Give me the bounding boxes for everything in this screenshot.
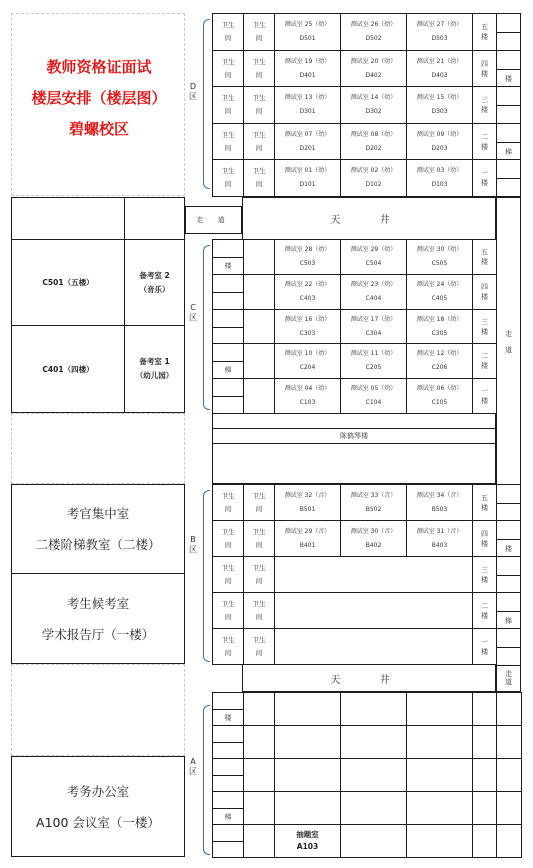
exam-room-c-5-2: 测试室 29（幼） C504 bbox=[340, 239, 407, 275]
floor-label-c-2: 二 楼 bbox=[472, 343, 497, 379]
prep-room-1: 备考室 1 （幼儿园） bbox=[124, 325, 185, 413]
exam-room-c-3-2: 测试室 17（幼） C304 bbox=[340, 309, 407, 345]
exam-room-c-1-2: 测试室 05（幼） C104 bbox=[340, 378, 407, 414]
c-side-bottom-5: 楼 bbox=[212, 257, 244, 275]
draw-room-a103: 抽题室 A103 bbox=[274, 824, 341, 858]
annex-b-bottom-4: 楼 bbox=[496, 539, 521, 558]
floor-label-d-3: 三 楼 bbox=[472, 86, 497, 124]
floor-label-c-5: 五 楼 bbox=[472, 239, 497, 275]
exam-room-d-1-1: 测试室 01（幼） D101 bbox=[274, 159, 341, 197]
annex-b-top-4 bbox=[496, 520, 521, 540]
left-gap-dashed-2 bbox=[11, 664, 185, 756]
b-empty-2 bbox=[274, 592, 473, 629]
toilet-d-b-5: 卫生 间 bbox=[243, 13, 275, 51]
a-side-top-5 bbox=[212, 824, 244, 842]
a-side-bottom-3 bbox=[212, 775, 244, 792]
annex-d-bottom-3 bbox=[496, 105, 521, 124]
c-side-bottom-1 bbox=[212, 396, 244, 414]
exam-room-c-5-1: 测试室 28（幼） C503 bbox=[274, 239, 341, 275]
title-line-2: 楼层安排（楼层图） bbox=[31, 89, 167, 107]
toilet-d-1: 卫生 间 bbox=[212, 159, 244, 197]
corridor-right: 走 道 bbox=[496, 197, 521, 486]
toilet-b-b-2: 卫生 间 bbox=[243, 592, 275, 629]
exam-room-c-1-3: 测试室 06（幼） C105 bbox=[406, 378, 473, 414]
zone-d-label: D 区 bbox=[189, 82, 197, 101]
a-side-top-3 bbox=[212, 758, 244, 776]
exam-room-d-2-3: 测试室 09（幼） D203 bbox=[406, 123, 473, 161]
toilet-d-4: 卫生 间 bbox=[212, 50, 244, 88]
exam-room-c-3-3: 测试室 18（幼） C305 bbox=[406, 309, 473, 345]
toilet-b-2: 卫生 间 bbox=[212, 592, 244, 629]
annex-d-top-4 bbox=[496, 50, 521, 70]
c-side-bottom-4 bbox=[212, 292, 244, 310]
title-panel bbox=[11, 13, 185, 196]
floor-label-b-2: 二 楼 bbox=[472, 592, 497, 629]
exam-room-c-1-1: 测试室 04（幼） C103 bbox=[274, 378, 341, 414]
annex-b-top-5 bbox=[496, 484, 521, 504]
a-cell-1-2 bbox=[274, 692, 341, 726]
a-side-bottom-2 bbox=[212, 742, 244, 759]
a-cell-3-5 bbox=[472, 758, 497, 792]
a-cell-2-3 bbox=[340, 725, 407, 759]
left-blank-1 bbox=[11, 197, 125, 240]
a-cell-3-1 bbox=[243, 758, 275, 792]
b-empty-3 bbox=[274, 556, 473, 593]
c-blank-4 bbox=[243, 274, 275, 310]
floor-label-d-4: 四 楼 bbox=[472, 50, 497, 88]
annex-b-top-3 bbox=[496, 556, 521, 576]
gap-row-1 bbox=[212, 413, 496, 429]
annex-b-bottom-2: 梯 bbox=[496, 611, 521, 630]
zone-c-label: C 区 bbox=[189, 303, 197, 322]
toilet-d-3: 卫生 间 bbox=[212, 86, 244, 124]
a-cell-3-2 bbox=[274, 758, 341, 792]
c-blank-3 bbox=[243, 309, 275, 345]
candidate-waiting-room: 考生候考室 学术报告厅（一楼） bbox=[11, 573, 185, 664]
annex-d-top-2 bbox=[496, 123, 521, 143]
a-side-top-2 bbox=[212, 725, 244, 743]
exam-room-d-5-3: 测试室 27（幼） D503 bbox=[406, 13, 473, 51]
atrium-top: 天 井 bbox=[242, 197, 496, 240]
exam-room-d-3-2: 测试室 14（幼） D302 bbox=[340, 86, 407, 124]
floor-label-d-5: 五 楼 bbox=[472, 13, 497, 51]
toilet-d-b-4: 卫生 间 bbox=[243, 50, 275, 88]
annex-d-bottom-1 bbox=[496, 178, 521, 197]
toilet-b-b-3: 卫生 间 bbox=[243, 556, 275, 593]
a-cell-3-4 bbox=[406, 758, 473, 792]
c-side-top-1 bbox=[212, 378, 244, 397]
a-cell-2-4 bbox=[406, 725, 473, 759]
toilet-b-5: 卫生 间 bbox=[212, 484, 244, 521]
exam-room-c-2-3: 测试室 12（幼） C206 bbox=[406, 343, 473, 379]
annex-b-top-1 bbox=[496, 628, 521, 648]
left-blank-2 bbox=[124, 197, 185, 240]
floor-label-c-1: 一 楼 bbox=[472, 378, 497, 414]
toilet-b-3: 卫生 间 bbox=[212, 556, 244, 593]
a-side-bottom-4: 梯 bbox=[212, 808, 244, 825]
toilet-d-b-1: 卫生 间 bbox=[243, 159, 275, 197]
floor-label-b-4: 四 楼 bbox=[472, 520, 497, 557]
exam-room-d-2-2: 测试室 08（幼） D202 bbox=[340, 123, 407, 161]
exam-room-c-3-1: 测试室 16（幼） C303 bbox=[274, 309, 341, 345]
annex-d-top-1 bbox=[496, 159, 521, 179]
c-blank-1 bbox=[243, 378, 275, 414]
annex-d-top-5 bbox=[496, 13, 521, 33]
a-cell-5-4 bbox=[406, 824, 473, 858]
exam-room-b-4-1: 测试室 29（音） B401 bbox=[274, 520, 341, 557]
a-cell-1-6 bbox=[496, 692, 522, 726]
a-cell-1-5 bbox=[472, 692, 497, 726]
left-gap-dashed bbox=[11, 413, 185, 484]
annex-b-top-2 bbox=[496, 592, 521, 612]
zone-c-brace bbox=[203, 245, 210, 410]
piano-building: 陈鹤琴楼 bbox=[212, 428, 496, 444]
atrium-bottom: 天 井 bbox=[242, 664, 496, 692]
a-side-top-4 bbox=[212, 791, 244, 809]
zone-d-brace bbox=[203, 19, 210, 189]
a-cell-2-2 bbox=[274, 725, 341, 759]
a-cell-3-6 bbox=[496, 758, 522, 792]
a-side-top-1 bbox=[212, 692, 244, 710]
zone-b-label: B 区 bbox=[189, 535, 197, 554]
title-line-1: 教师资格证面试 bbox=[46, 58, 152, 76]
zone-a-label: A 区 bbox=[189, 757, 197, 776]
room-c401: C401（四楼） bbox=[11, 325, 125, 413]
a-cell-2-5 bbox=[472, 725, 497, 759]
exam-room-b-5-2: 测试室 33（音） B502 bbox=[340, 484, 407, 521]
room-c501: C501（五楼） bbox=[11, 239, 125, 326]
exam-room-b-5-1: 测试室 32（音） B501 bbox=[274, 484, 341, 521]
a-side-bottom-1: 楼 bbox=[212, 709, 244, 726]
a-cell-3-3 bbox=[340, 758, 407, 792]
annex-d-bottom-4: 楼 bbox=[496, 69, 521, 88]
c-side-top-2 bbox=[212, 343, 244, 362]
toilet-d-b-3: 卫生 间 bbox=[243, 86, 275, 124]
exam-room-b-4-3: 测试室 31（音） B403 bbox=[406, 520, 473, 557]
exam-room-c-4-1: 测试室 22（幼） C403 bbox=[274, 274, 341, 310]
a-cell-5-6 bbox=[496, 824, 522, 858]
zone-b-brace bbox=[203, 490, 210, 662]
exam-room-d-2-1: 测试室 07（幼） D201 bbox=[274, 123, 341, 161]
a-cell-1-3 bbox=[340, 692, 407, 726]
toilet-b-b-5: 卫生 间 bbox=[243, 484, 275, 521]
exam-room-b-5-3: 测试室 34（音） B503 bbox=[406, 484, 473, 521]
c-side-bottom-2: 梯 bbox=[212, 361, 244, 379]
c-blank-5 bbox=[243, 239, 275, 275]
floor-label-c-4: 四 楼 bbox=[472, 274, 497, 310]
toilet-b-1: 卫生 间 bbox=[212, 628, 244, 665]
annex-d-bottom-2: 梯 bbox=[496, 142, 521, 161]
floor-label-b-1: 一 楼 bbox=[472, 628, 497, 665]
c-blank-2 bbox=[243, 343, 275, 379]
exam-room-c-4-2: 测试室 23（幼） C404 bbox=[340, 274, 407, 310]
a-cell-4-3 bbox=[340, 791, 407, 825]
exam-room-d-4-3: 测试室 21（幼） D403 bbox=[406, 50, 473, 88]
floor-label-d-2: 二 楼 bbox=[472, 123, 497, 161]
a-cell-4-4 bbox=[406, 791, 473, 825]
floor-label-b-5: 五 楼 bbox=[472, 484, 497, 521]
toilet-b-b-4: 卫生 间 bbox=[243, 520, 275, 557]
annex-d-bottom-5 bbox=[496, 32, 521, 51]
exam-room-d-5-1: 测试室 25（幼） D501 bbox=[274, 13, 341, 51]
a-cell-4-5 bbox=[472, 791, 497, 825]
toilet-b-4: 卫生 间 bbox=[212, 520, 244, 557]
floor-label-b-3: 三 楼 bbox=[472, 556, 497, 593]
annex-b-bottom-1 bbox=[496, 647, 521, 666]
a-cell-2-1 bbox=[243, 725, 275, 759]
b-empty-1 bbox=[274, 628, 473, 665]
floor-label-d-1: 一 楼 bbox=[472, 159, 497, 197]
toilet-d-2: 卫生 间 bbox=[212, 123, 244, 161]
toilet-d-b-2: 卫生 间 bbox=[243, 123, 275, 161]
c-side-top-5 bbox=[212, 239, 244, 258]
examiner-room: 考官集中室 二楼阶梯教室（二楼） bbox=[11, 484, 185, 574]
a-cell-1-4 bbox=[406, 692, 473, 726]
title-line-3: 碧螺校区 bbox=[68, 120, 129, 138]
a-cell-4-1 bbox=[243, 791, 275, 825]
prep-room-2: 备考室 2 （音乐） bbox=[124, 239, 185, 326]
a-side-bottom-5 bbox=[212, 841, 244, 858]
exam-room-d-3-1: 测试室 13（幼） D301 bbox=[274, 86, 341, 124]
corridor-d-c: 走 道 bbox=[185, 206, 242, 234]
exam-room-d-4-2: 测试室 20（幼） D402 bbox=[340, 50, 407, 88]
a-cell-4-2 bbox=[274, 791, 341, 825]
exam-room-d-4-1: 测试室 19（幼） D401 bbox=[274, 50, 341, 88]
exam-affairs-office: 考务办公室 A100 会议室（一楼） bbox=[11, 756, 185, 857]
exam-room-d-1-2: 测试室 02（幼） D102 bbox=[340, 159, 407, 197]
a-cell-2-6 bbox=[496, 725, 522, 759]
exam-room-c-4-3: 测试室 24（幼） C405 bbox=[406, 274, 473, 310]
gap-row-2 bbox=[212, 443, 496, 484]
floor-label-c-3: 三 楼 bbox=[472, 309, 497, 345]
c-side-top-4 bbox=[212, 274, 244, 293]
exam-room-c-5-3: 测试室 30（幼） C505 bbox=[406, 239, 473, 275]
a-cell-1-1 bbox=[243, 692, 275, 726]
zone-a-brace bbox=[203, 705, 210, 855]
a-cell-5-5 bbox=[472, 824, 497, 858]
exam-room-b-4-2: 测试室 30（音） B402 bbox=[340, 520, 407, 557]
exam-room-d-5-2: 测试室 26（幼） D502 bbox=[340, 13, 407, 51]
corridor-short: 走 道 bbox=[496, 664, 521, 692]
exam-room-c-2-1: 测试室 10（幼） C204 bbox=[274, 343, 341, 379]
a-cell-5-1 bbox=[243, 824, 275, 858]
a-cell-5-3 bbox=[340, 824, 407, 858]
exam-room-d-1-3: 测试室 03（幼） D103 bbox=[406, 159, 473, 197]
toilet-d-5: 卫生 间 bbox=[212, 13, 244, 51]
exam-room-c-2-2: 测试室 11（幼） C205 bbox=[340, 343, 407, 379]
c-side-top-3 bbox=[212, 309, 244, 328]
toilet-b-b-1: 卫生 间 bbox=[243, 628, 275, 665]
a-cell-4-6 bbox=[496, 791, 522, 825]
exam-room-d-3-3: 测试室 15（幼） D303 bbox=[406, 86, 473, 124]
annex-d-top-3 bbox=[496, 86, 521, 106]
